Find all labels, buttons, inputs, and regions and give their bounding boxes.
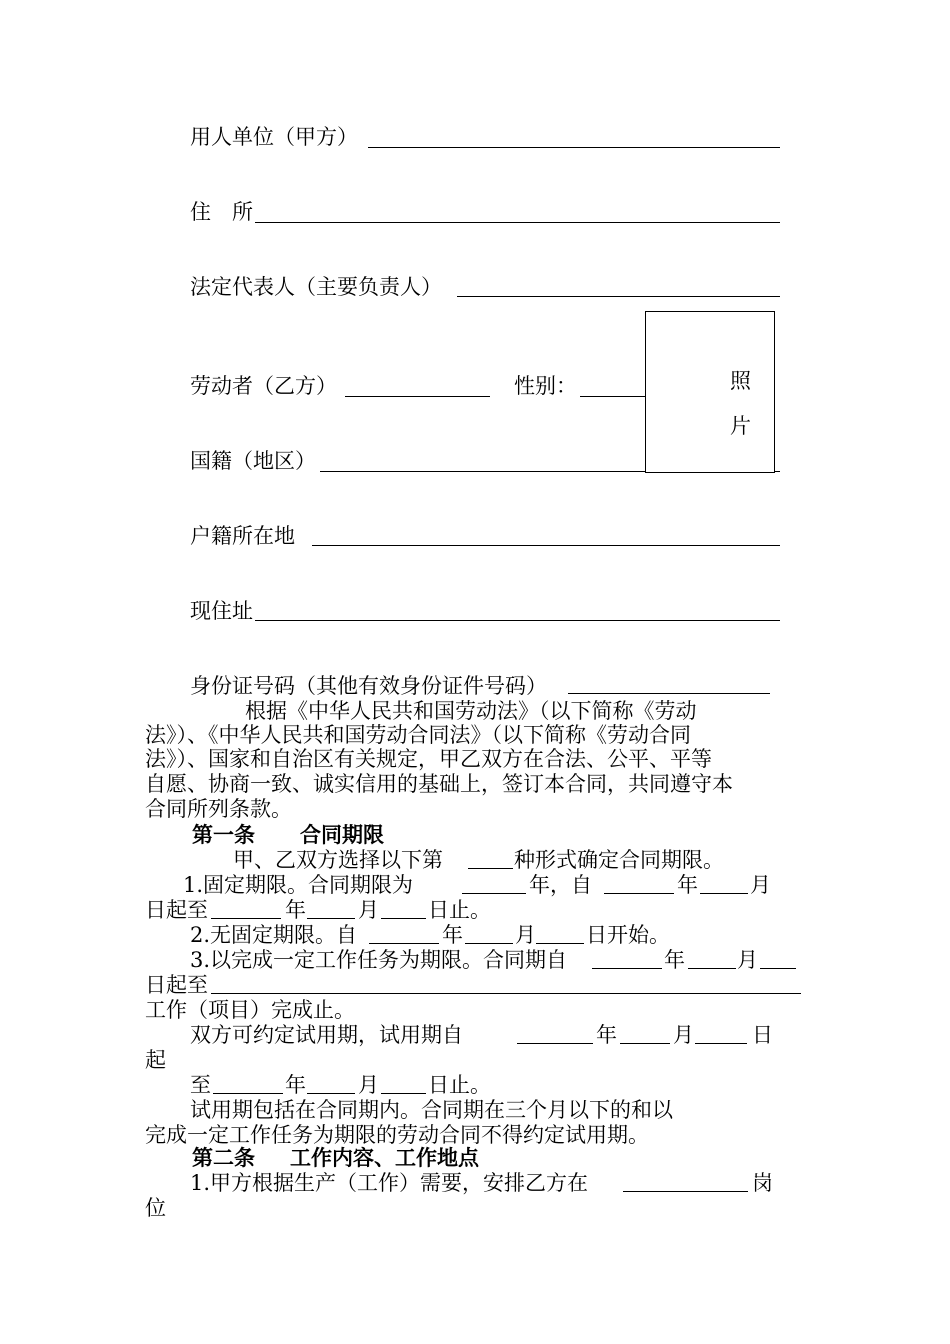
probation-label: 双方可约定试用期，试用期自 <box>190 1023 463 1047</box>
preamble-line-5: 合同所列条款。 <box>145 797 292 821</box>
probation-qi: 起 <box>145 1048 166 1072</box>
fixed-end-month-line[interactable] <box>307 918 355 919</box>
task-day-from: 日起至 <box>145 973 208 997</box>
fixed-start-year-char: 年 <box>677 873 698 897</box>
id-input-line[interactable] <box>568 693 770 694</box>
open-start-month-line[interactable] <box>465 943 513 944</box>
employer-input-line[interactable] <box>368 147 780 148</box>
fixed-term-year-from: 年，自 <box>529 873 592 897</box>
household-label: 户籍所在地 <box>190 524 295 548</box>
task-term-label: 3.以完成一定工作任务为期限。合同期自 <box>190 948 568 972</box>
worker-label: 劳动者（乙方） <box>190 374 337 398</box>
probation-note-2: 完成一定工作任务为期限的劳动合同不得约定试用期。 <box>145 1123 649 1147</box>
open-start-year-line[interactable] <box>369 943 439 944</box>
article1-intro-b: 种形式确定合同期限。 <box>514 848 724 872</box>
probation-end-month-char: 月 <box>358 1073 379 1097</box>
preamble-line-3: 法》）、国家和自治区有关规定，甲乙双方在合法、公平、平等 <box>145 747 712 771</box>
preamble-line-2: 法》）、《中华人民共和国劳动合同法》（以下简称《劳动合同 <box>145 723 691 747</box>
article2-post-line[interactable] <box>623 1191 748 1192</box>
open-start-day-line[interactable] <box>536 943 584 944</box>
fixed-start-year-line[interactable] <box>604 893 674 894</box>
worker-input-line[interactable] <box>345 396 490 397</box>
probation-end-day-line[interactable] <box>381 1093 426 1094</box>
fixed-end-year-char: 年 <box>285 898 306 922</box>
article2-heading-title: 工作内容、工作地点 <box>290 1145 479 1170</box>
article2-item1-c: 位 <box>145 1196 166 1220</box>
open-month-char: 月 <box>515 923 536 947</box>
legal-rep-input-line[interactable] <box>457 296 780 297</box>
probation-zhi: 至 <box>190 1073 211 1097</box>
household-input-line[interactable] <box>312 545 780 546</box>
probation-end-month-line[interactable] <box>307 1093 355 1094</box>
probation-end-year-line[interactable] <box>213 1093 283 1094</box>
probation-end-day-char: 日止。 <box>428 1073 491 1097</box>
article1-intro-a: 甲、乙双方选择以下第 <box>233 848 443 872</box>
gender-label: 性别： <box>514 374 577 398</box>
task-start-day-line[interactable] <box>760 968 796 969</box>
fixed-day-from: 日起至 <box>145 898 208 922</box>
task-complete: 工作（项目）完成止。 <box>145 998 355 1022</box>
task-start-year-line[interactable] <box>592 968 662 969</box>
current-address-input-line[interactable] <box>255 620 780 621</box>
photo-label-2: 片 <box>730 414 751 438</box>
fixed-end-month-char: 月 <box>358 898 379 922</box>
task-month-char: 月 <box>737 948 758 972</box>
preamble-line-1: 根据《中华人民共和国劳动法》（以下简称《劳动 <box>245 699 697 723</box>
probation-start-year-line[interactable] <box>517 1043 593 1044</box>
current-address-label: 现住址 <box>190 599 253 623</box>
address-input-line[interactable] <box>255 222 780 223</box>
photo-label-1: 照 <box>730 369 751 393</box>
probation-end-year-char: 年 <box>285 1073 306 1097</box>
article2-item1-b: 岗 <box>752 1171 773 1195</box>
open-day-start: 日开始。 <box>586 923 670 947</box>
open-year-char: 年 <box>442 923 463 947</box>
task-start-month-line[interactable] <box>688 968 736 969</box>
fixed-start-month-line[interactable] <box>700 893 748 894</box>
probation-note-1: 试用期包括在合同期内。合同期在三个月以下的和以 <box>190 1098 673 1122</box>
fixed-end-year-line[interactable] <box>211 918 281 919</box>
probation-start-month-char: 月 <box>673 1023 694 1047</box>
probation-start-month-line[interactable] <box>620 1043 670 1044</box>
task-year-char: 年 <box>664 948 685 972</box>
photo-box <box>645 311 775 473</box>
article2-heading-num: 第二条 <box>192 1145 255 1170</box>
gender-input-line[interactable] <box>580 396 646 397</box>
legal-rep-label: 法定代表人（主要负责人） <box>190 275 442 299</box>
preamble-line-4: 自愿、协商一致、诚实信用的基础上，签订本合同，共同遵守本 <box>145 772 733 796</box>
probation-start-day-line[interactable] <box>695 1043 747 1044</box>
article1-form-choice-line[interactable] <box>468 868 513 869</box>
fixed-start-month-char: 月 <box>750 873 771 897</box>
id-label: 身份证号码（其他有效身份证件号码） <box>190 674 547 698</box>
nationality-label: 国籍（地区） <box>190 449 316 473</box>
open-term-label: 2.无固定期限。自 <box>190 923 358 947</box>
article1-heading-num: 第一条 <box>192 822 255 847</box>
address-label: 住 所 <box>190 200 253 224</box>
article1-heading-title: 合同期限 <box>300 822 384 847</box>
task-description-line[interactable] <box>211 993 801 994</box>
employer-label: 用人单位（甲方） <box>190 125 358 149</box>
fixed-term-years-line[interactable] <box>462 893 526 894</box>
fixed-end-day-line[interactable] <box>381 918 426 919</box>
fixed-end-day-char: 日止。 <box>428 898 491 922</box>
article2-item1-a: 1.甲方根据生产（工作）需要，安排乙方在 <box>190 1171 589 1195</box>
fixed-term-label: 1.固定期限。合同期限为 <box>183 873 414 897</box>
probation-start-day-char: 日 <box>752 1023 773 1047</box>
probation-start-year-char: 年 <box>596 1023 617 1047</box>
